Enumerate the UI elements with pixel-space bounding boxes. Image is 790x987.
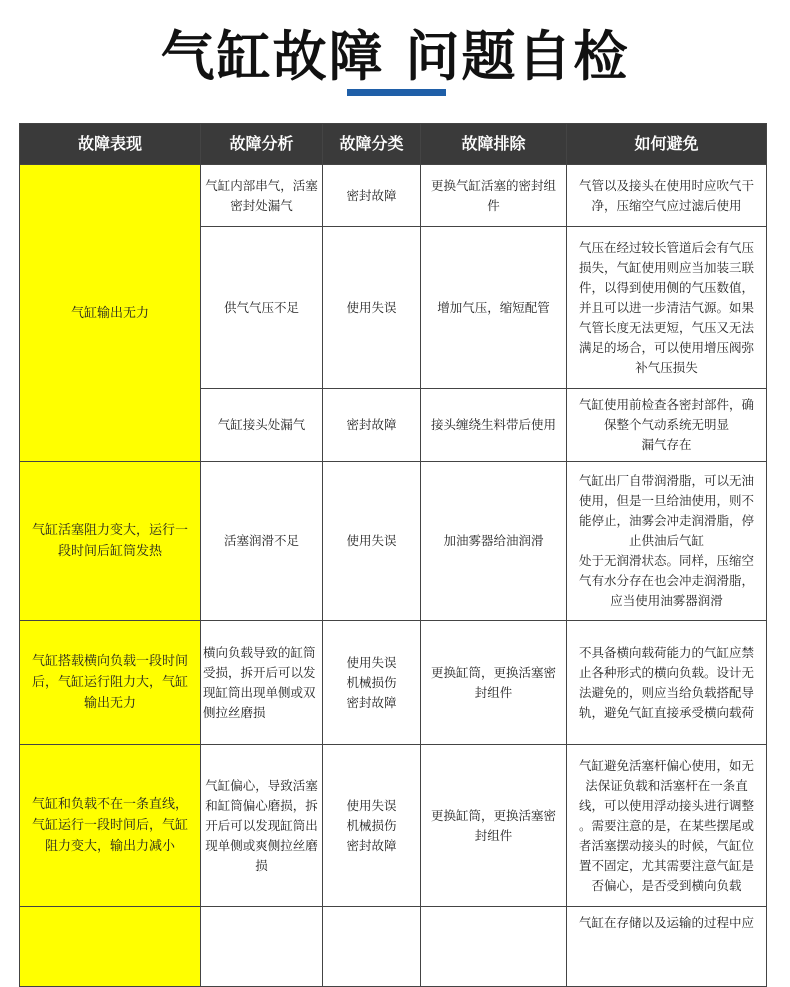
analysis-cell [201, 907, 323, 987]
symptom-cell [20, 907, 201, 987]
analysis-cell: 气缸接头处漏气 [201, 389, 323, 462]
fault-table [19, 123, 767, 987]
avoid-cell: 气缸避免活塞杆偏心使用，如无 法保证负载和活塞杆在一条直 线，可以使用浮动接头进行调整 。需要注意的是，在某些摆尾或 者活塞摆动接头的时候，气缸位 置不固定，尤其需要注意气缸是 否偏心，是否受到横向负载 [567, 745, 767, 907]
category-cell [323, 907, 421, 987]
header-category: 故障分类 [323, 124, 421, 165]
header-analysis: 故障分析 [201, 124, 323, 165]
category-cell: 使用失误 [323, 462, 421, 621]
title-underline [347, 89, 446, 96]
header-fix: 故障排除 [421, 124, 567, 165]
table-row [20, 462, 767, 621]
fix-cell: 接头缠绕生料带后使用 [421, 389, 567, 462]
fix-cell: 加油雾器给油润滑 [421, 462, 567, 621]
avoid-cell: 气缸出厂自带润滑脂，可以无油 使用，但是一旦给油使用，则不 能停止，油雾会冲走润滑脂，停 止供油后气缸 处于无润滑状态。同样，压缩空 气有水分存在也会冲走润滑脂， 应当使用油雾器润滑 [567, 462, 767, 621]
analysis-cell: 气缸偏心，导致活塞 和缸筒偏心磨损，拆 开后可以发现缸筒出 现单侧或爽侧拉丝磨 损 [201, 745, 323, 907]
fix-cell: 更换缸筒，更换活塞密 封组件 [421, 621, 567, 745]
category-cell: 密封故障 [323, 389, 421, 462]
table-row [20, 621, 767, 745]
avoid-cell: 气压在经过较长管道后会有气压 损失，气缸使用则应当加装三联 件，以得到使用侧的气压数值， 并且可以进一步清洁气源。如果 气管长度无法更短，气压又无法 满足的场合，可以使用增压阀弥 补气压损失 [567, 227, 767, 389]
fix-cell [421, 907, 567, 987]
symptom-cell: 气缸和负载不在一条直线， 气缸运行一段时间后，气缸 阻力变大，输出力减小 [20, 745, 201, 907]
avoid-cell: 气缸使用前检查各密封部件，确 保整个气动系统无明显 漏气存在 [567, 389, 767, 462]
page-title: 气缸故障 问题自检 [160, 25, 630, 88]
symptom-cell: 气缸输出无力 [20, 165, 201, 462]
symptom-cell: 气缸搭载横向负载一段时间 后，气缸运行阻力大，气缸 输出无力 [20, 621, 201, 745]
fix-cell: 更换气缸活塞的密封组 件 [421, 165, 567, 227]
avoid-cell: 不具备横向载荷能力的气缸应禁 止各种形式的横向负载。设计无 法避免的，则应当给负载搭配导 轨，避免气缸直接承受横向载荷 [567, 621, 767, 745]
analysis-cell: 气缸内部串气，活塞 密封处漏气 [201, 165, 323, 227]
avoid-cell: 气缸在存储以及运输的过程中应 [567, 907, 767, 987]
table-header [20, 124, 767, 165]
fix-cell: 增加气压，缩短配管 [421, 227, 567, 389]
analysis-cell: 活塞润滑不足 [201, 462, 323, 621]
category-cell: 密封故障 [323, 165, 421, 227]
header-avoid: 如何避免 [567, 124, 767, 165]
category-cell: 使用失误 机械损伤 密封故障 [323, 621, 421, 745]
table-row [20, 165, 767, 227]
avoid-cell: 气管以及接头在使用时应吹气干 净，压缩空气应过滤后使用 [567, 165, 767, 227]
category-cell: 使用失误 机械损伤 密封故障 [323, 745, 421, 907]
analysis-cell: 横向负载导致的缸筒 受损，拆开后可以发 现缸筒出现单侧或双 侧拉丝磨损 [201, 621, 323, 745]
category-cell: 使用失误 [323, 227, 421, 389]
fix-cell: 更换缸筒，更换活塞密 封组件 [421, 745, 567, 907]
header-symptom: 故障表现 [20, 124, 201, 165]
table-row [20, 907, 767, 987]
table-row [20, 745, 767, 907]
symptom-cell: 气缸活塞阻力变大，运行一 段时间后缸筒发热 [20, 462, 201, 621]
analysis-cell: 供气气压不足 [201, 227, 323, 389]
